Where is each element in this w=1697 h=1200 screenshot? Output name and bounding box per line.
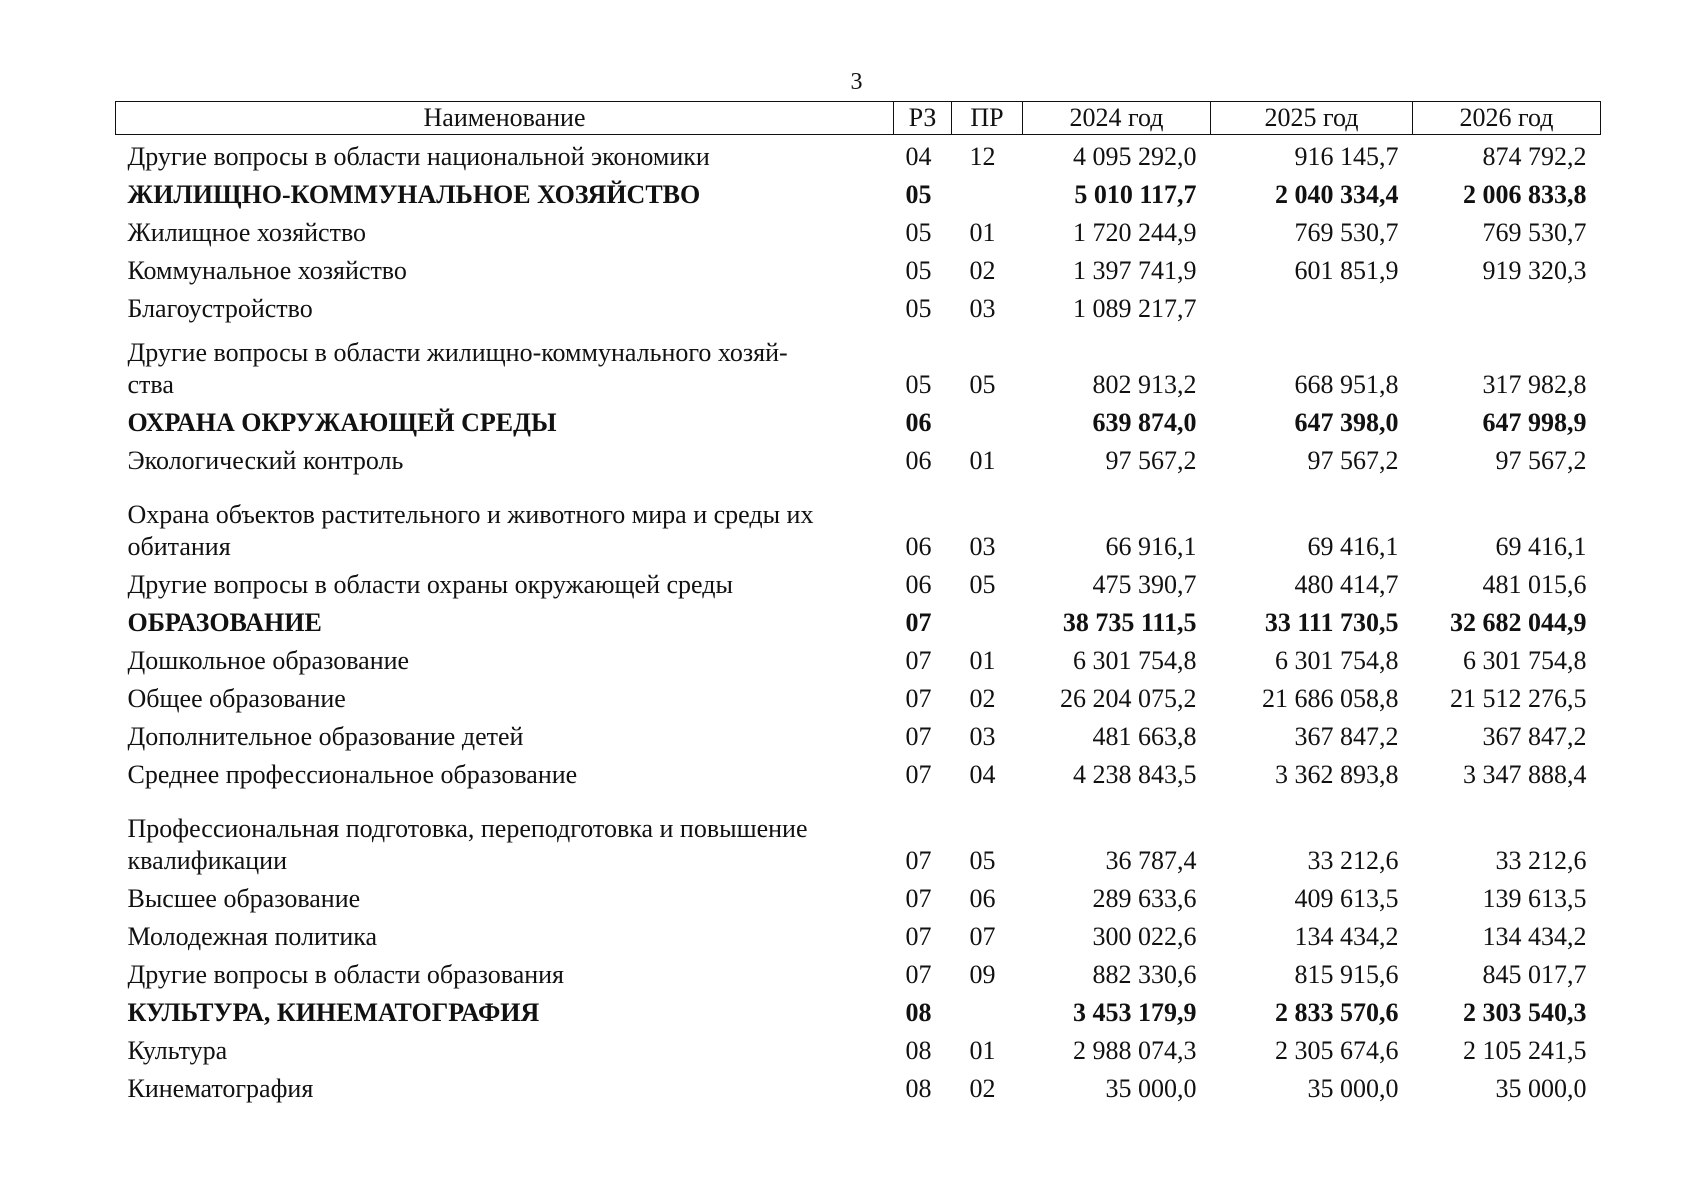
row-2024: 66 916,1: [1105, 532, 1197, 561]
header-pr: ПР: [952, 102, 1023, 135]
row-name-line-1: Другие вопросы в области жилищно-коммунального хозяй-: [127, 338, 788, 367]
row-name: Благоустройство: [127, 294, 313, 323]
table-row: [116, 753, 1601, 791]
header-year-2026: 2026 год: [1413, 102, 1601, 135]
row-2024: 3 453 179,9: [1073, 998, 1197, 1027]
row-name: [116, 325, 894, 401]
row-2025: 33 212,6: [1307, 846, 1399, 875]
row-pr: 03: [969, 294, 996, 323]
budget-table: [115, 101, 1601, 1105]
row-pr: 01: [969, 446, 996, 475]
row-name: Дополнительное образование детей: [127, 722, 524, 751]
row-name: Жилищное хозяйство: [127, 218, 367, 247]
row-2026: 647 998,9: [1482, 408, 1587, 437]
table-row: [116, 915, 1601, 953]
row-2026: 69 416,1: [1495, 532, 1587, 561]
row-rz: 07: [905, 960, 932, 989]
table-row: [116, 715, 1601, 753]
row-2025: 2 305 674,6: [1275, 1036, 1399, 1065]
row-name: Культура: [127, 1036, 228, 1065]
row-2024: 35 000,0: [1105, 1074, 1197, 1103]
table-row: [116, 287, 1601, 325]
row-2024: 639 874,0: [1092, 408, 1197, 437]
row-2026: 367 847,2: [1482, 722, 1587, 751]
row-pr: [952, 991, 1023, 1029]
row-rz: 06: [905, 570, 932, 599]
row-2025: 668 951,8: [1294, 370, 1399, 399]
row-pr: 07: [969, 922, 996, 951]
row-pr: 06: [969, 884, 996, 913]
row-2024: 2 988 074,3: [1073, 1036, 1197, 1065]
row-2024: 36 787,4: [1105, 846, 1197, 875]
row-rz: 04: [905, 142, 932, 171]
section-row: [116, 601, 1601, 639]
row-name: Высшее образование: [127, 884, 361, 913]
table-row: [116, 477, 1601, 563]
row-pr: 02: [969, 684, 996, 713]
row-2026: 33 212,6: [1495, 846, 1587, 875]
row-2024: 26 204 075,2: [1060, 684, 1197, 713]
row-2026: 21 512 276,5: [1450, 684, 1587, 713]
row-rz: 06: [905, 408, 932, 437]
row-2025: 2 833 570,6: [1275, 998, 1399, 1027]
row-name: Экологический контроль: [127, 446, 404, 475]
table-row: [116, 325, 1601, 401]
row-2024: 289 633,6: [1092, 884, 1197, 913]
row-name: ЖИЛИЩНО-КОММУНАЛЬНОЕ ХОЗЯЙСТВО: [127, 180, 701, 209]
row-2026: 845 017,7: [1482, 960, 1587, 989]
row-2026: 2 303 540,3: [1463, 998, 1587, 1027]
row-2025: 21 686 058,8: [1262, 684, 1399, 713]
row-rz: 08: [905, 998, 932, 1027]
row-rz: 05: [905, 256, 932, 285]
row-2025: [1211, 287, 1413, 325]
row-2024: 1 089 217,7: [1073, 294, 1197, 323]
row-rz: 06: [905, 446, 932, 475]
row-2025: 6 301 754,8: [1275, 646, 1399, 675]
row-pr: [952, 401, 1023, 439]
row-pr: 09: [969, 960, 996, 989]
row-2024: 97 567,2: [1105, 446, 1197, 475]
row-rz: 06: [905, 532, 932, 561]
row-pr: 01: [969, 1036, 996, 1065]
row-name: Коммунальное хозяйство: [127, 256, 407, 285]
row-name: ОБРАЗОВАНИЕ: [127, 608, 322, 637]
header-year-2024: 2024 год: [1023, 102, 1211, 135]
row-2024: 802 913,2: [1092, 370, 1197, 399]
table-row: [116, 877, 1601, 915]
row-pr: 03: [969, 532, 996, 561]
row-2024: 38 735 111,5: [1062, 608, 1197, 637]
row-2026: 874 792,2: [1482, 142, 1587, 171]
header-rz: РЗ: [894, 102, 952, 135]
row-2026: 97 567,2: [1495, 446, 1587, 475]
row-2026: 769 530,7: [1482, 218, 1587, 247]
row-name: Другие вопросы в области образования: [127, 960, 565, 989]
row-rz: 05: [905, 180, 932, 209]
table-row: [116, 249, 1601, 287]
row-2025: 409 613,5: [1294, 884, 1399, 913]
row-rz: 07: [905, 760, 932, 789]
row-2025: 367 847,2: [1294, 722, 1399, 751]
row-rz: 05: [905, 294, 932, 323]
row-2025: 647 398,0: [1294, 408, 1399, 437]
row-name-line-2: ства: [127, 370, 174, 399]
row-pr: 12: [969, 142, 996, 171]
row-pr: 05: [969, 570, 996, 599]
table-row: [116, 953, 1601, 991]
row-2025: 815 915,6: [1294, 960, 1399, 989]
row-2025: 3 362 893,8: [1275, 760, 1399, 789]
page-number: 3: [850, 69, 863, 95]
row-2026: 139 613,5: [1482, 884, 1587, 913]
table-row: [116, 639, 1601, 677]
table-row: [116, 1029, 1601, 1067]
row-2026: 919 320,3: [1482, 256, 1587, 285]
table-row: [116, 1067, 1601, 1105]
row-2025: 2 040 334,4: [1275, 180, 1399, 209]
row-2025: 97 567,2: [1307, 446, 1399, 475]
row-name: Кинематография: [127, 1074, 314, 1103]
row-2026: 2 105 241,5: [1463, 1036, 1587, 1065]
row-2024: 882 330,6: [1092, 960, 1197, 989]
row-2024: 4 238 843,5: [1073, 760, 1197, 789]
table-row: [116, 211, 1601, 249]
row-2025: 134 434,2: [1294, 922, 1399, 951]
row-name: [116, 791, 894, 877]
row-name-line-1: Охрана объектов растительного и животного мира и среды их: [127, 500, 814, 529]
row-2025: 916 145,7: [1294, 142, 1399, 171]
row-name: Дошкольное образование: [127, 646, 410, 675]
row-2026: 2 006 833,8: [1463, 180, 1587, 209]
row-2026: 481 015,6: [1482, 570, 1587, 599]
row-pr: 05: [969, 846, 996, 875]
row-pr: 04: [969, 760, 996, 789]
row-name: ОХРАНА ОКРУЖАЮЩЕЙ СРЕДЫ: [127, 408, 557, 437]
row-name: Общее образование: [127, 684, 346, 713]
row-2024: 300 022,6: [1092, 922, 1197, 951]
row-2025: 35 000,0: [1307, 1074, 1399, 1103]
row-rz: 07: [905, 846, 932, 875]
row-2024: 475 390,7: [1092, 570, 1197, 599]
row-pr: 01: [969, 218, 996, 247]
row-pr: 02: [969, 256, 996, 285]
table-row: [116, 135, 1601, 174]
row-2026: 3 347 888,4: [1463, 760, 1587, 789]
row-rz: 05: [905, 218, 932, 247]
row-pr: 03: [969, 722, 996, 751]
table-row: [116, 439, 1601, 477]
row-pr: 01: [969, 646, 996, 675]
row-rz: 08: [905, 1036, 932, 1065]
header-year-2025: 2025 год: [1211, 102, 1413, 135]
row-name-line-2: квалификации: [127, 846, 288, 875]
row-2024: 1 720 244,9: [1073, 218, 1197, 247]
row-rz: 07: [905, 684, 932, 713]
table-row: [116, 791, 1601, 877]
table-row: [116, 563, 1601, 601]
row-rz: 07: [905, 722, 932, 751]
row-rz: 07: [905, 922, 932, 951]
table-row: [116, 677, 1601, 715]
row-2026: 134 434,2: [1482, 922, 1587, 951]
row-2024: 1 397 741,9: [1073, 256, 1197, 285]
row-2025: 33 111 730,5: [1264, 608, 1399, 637]
row-name: [116, 477, 894, 563]
row-2026: 6 301 754,8: [1463, 646, 1587, 675]
row-2026: 317 982,8: [1482, 370, 1587, 399]
row-2024: 5 010 117,7: [1074, 180, 1197, 209]
row-pr: 05: [969, 370, 996, 399]
row-2026: [1413, 287, 1601, 325]
row-2025: 769 530,7: [1294, 218, 1399, 247]
row-name-line-1: Профессиональная подготовка, переподготовка и повышение: [127, 814, 808, 843]
row-2025: 69 416,1: [1307, 532, 1399, 561]
row-2026: 32 682 044,9: [1450, 608, 1587, 637]
row-rz: 07: [905, 884, 932, 913]
row-rz: 07: [905, 646, 932, 675]
row-2024: 4 095 292,0: [1073, 142, 1197, 171]
row-rz: 05: [905, 370, 932, 399]
section-row: [116, 173, 1601, 211]
row-rz: 07: [905, 608, 932, 637]
row-2025: 601 851,9: [1294, 256, 1399, 285]
row-pr: [952, 601, 1023, 639]
row-name: Другие вопросы в области охраны окружающей среды: [127, 570, 733, 599]
section-row: [116, 991, 1601, 1029]
row-name: Другие вопросы в области национальной экономики: [127, 142, 710, 171]
table-header-row: [116, 102, 1601, 135]
row-name: КУЛЬТУРА, КИНЕМАТОГРАФИЯ: [127, 998, 540, 1027]
row-name: Молодежная политика: [127, 922, 378, 951]
row-rz: 08: [905, 1074, 932, 1103]
section-row: [116, 401, 1601, 439]
row-2025: 480 414,7: [1294, 570, 1399, 599]
row-2026: 35 000,0: [1495, 1074, 1587, 1103]
row-2024: 6 301 754,8: [1073, 646, 1197, 675]
row-pr: 02: [969, 1074, 996, 1103]
row-2024: 481 663,8: [1092, 722, 1197, 751]
row-name-line-2: обитания: [127, 532, 231, 561]
header-name: Наименование: [116, 102, 894, 135]
row-pr: [952, 173, 1023, 211]
row-name: Среднее профессиональное образование: [127, 760, 578, 789]
